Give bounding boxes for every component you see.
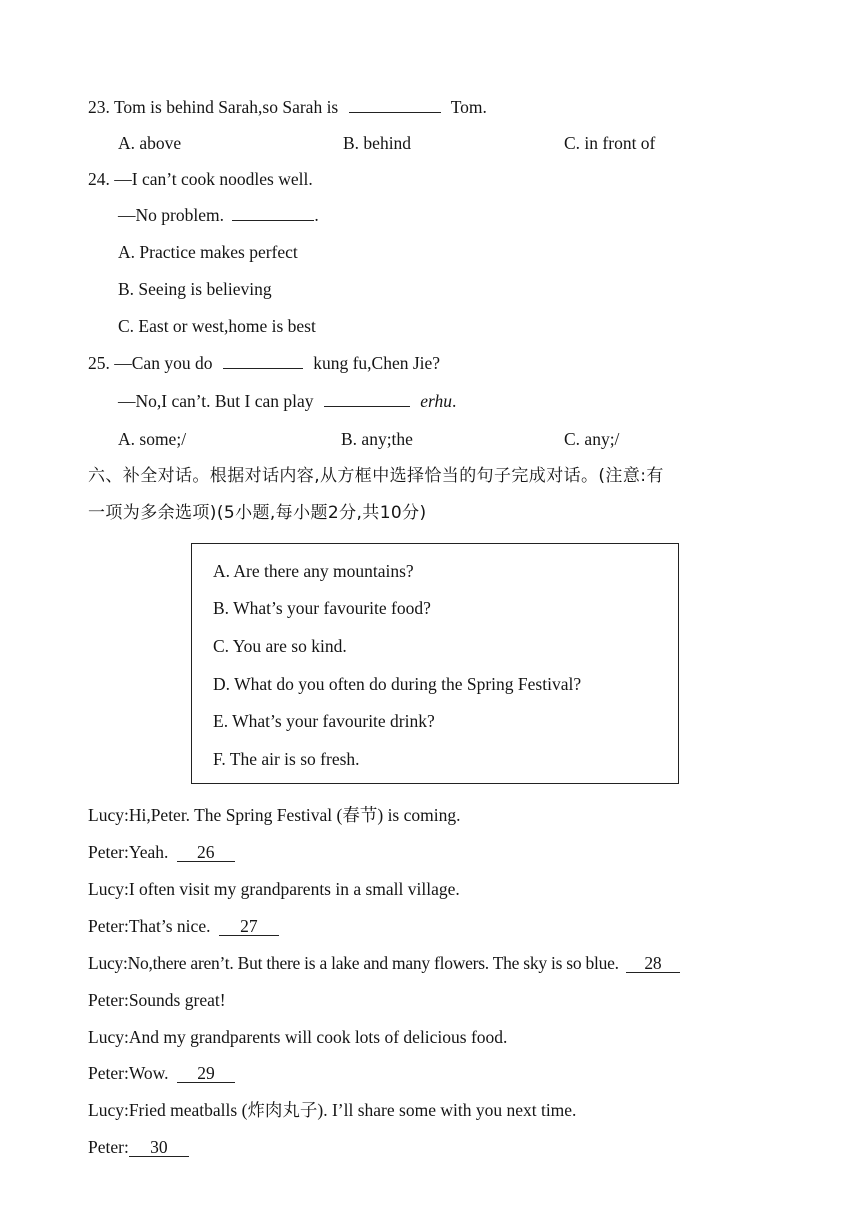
question-25 bbox=[88, 352, 440, 374]
dialogue-text: Peter:That’s nice. bbox=[88, 916, 211, 936]
answer-blank bbox=[324, 391, 410, 407]
answer-blank bbox=[232, 205, 314, 221]
answer-blank-27: 27 bbox=[219, 917, 279, 936]
dialogue-line: —Can you do bbox=[114, 353, 213, 373]
dialogue-line: —No problem. bbox=[118, 205, 224, 225]
period: . bbox=[314, 205, 319, 225]
question-number: 24. bbox=[88, 169, 110, 189]
choice-b: B. What’s your favourite food? bbox=[213, 598, 431, 618]
answer-blank bbox=[223, 353, 303, 369]
answer-blank-29: 29 bbox=[177, 1064, 235, 1083]
question-number: 23. bbox=[88, 97, 110, 117]
question-23 bbox=[88, 96, 487, 118]
question-stem-end: Tom. bbox=[450, 97, 487, 117]
dialogue-line-3: Lucy:I often visit my grandparents in a small village. bbox=[88, 879, 460, 899]
dialogue-line-5 bbox=[88, 952, 680, 974]
question-24 bbox=[88, 168, 313, 190]
option-a: A. some;/ bbox=[118, 429, 187, 449]
dialogue-line-4 bbox=[88, 915, 279, 937]
option-b: B. any;the bbox=[341, 429, 413, 449]
choice-c: C. You are so kind. bbox=[213, 636, 347, 656]
period: . bbox=[452, 391, 457, 411]
dialogue-line-10 bbox=[88, 1136, 189, 1158]
question-24-reply bbox=[118, 204, 319, 226]
answer-blank-26: 26 bbox=[177, 843, 235, 862]
question-25-reply bbox=[118, 390, 456, 412]
choices-box bbox=[191, 543, 679, 784]
dialogue-line-7: Lucy:And my grandparents will cook lots of delicious food. bbox=[88, 1027, 508, 1047]
dialogue-line-8 bbox=[88, 1062, 235, 1084]
answer-blank-30: 30 bbox=[129, 1138, 189, 1157]
question-stem: Tom is behind Sarah,so Sarah is bbox=[113, 97, 339, 117]
dialogue-line-end: kung fu,Chen Jie? bbox=[313, 353, 441, 373]
question-number: 25. bbox=[88, 353, 110, 373]
section-heading-line-1: 六、补全对话。根据对话内容,从方框中选择恰当的句子完成对话。(注意:有 bbox=[88, 466, 664, 486]
dialogue-line: —I can’t cook noodles well. bbox=[114, 169, 313, 189]
dialogue-text: Peter: bbox=[88, 1137, 129, 1157]
dialogue-text: Peter:Wow. bbox=[88, 1063, 169, 1083]
dialogue-line-2 bbox=[88, 841, 235, 863]
option-c: C. in front of bbox=[564, 133, 656, 153]
choice-a: A. Are there any mountains? bbox=[213, 561, 414, 581]
section-heading-line-2: 一项为多余选项)(5小题,每小题2分,共10分) bbox=[88, 503, 427, 523]
option-c: C. East or west,home is best bbox=[118, 316, 316, 336]
answer-blank bbox=[349, 97, 441, 113]
option-b: B. Seeing is believing bbox=[118, 279, 272, 299]
option-a: A. Practice makes perfect bbox=[118, 242, 298, 262]
dialogue-text: Lucy:No,there aren’t. But there is a lake and many flowers. The sky is so blue. bbox=[88, 953, 619, 973]
choice-d: D. What do you often do during the Spring Festival? bbox=[213, 674, 582, 694]
dialogue-line-1: Lucy:Hi,Peter. The Spring Festival (春节) is coming. bbox=[88, 805, 461, 825]
dialogue-line: —No,I can’t. But I can play bbox=[118, 391, 314, 411]
dialogue-text: Peter:Yeah. bbox=[88, 842, 169, 862]
choice-e: E. What’s your favourite drink? bbox=[213, 711, 435, 731]
dialogue-line-6: Peter:Sounds great! bbox=[88, 990, 226, 1010]
option-c: C. any;/ bbox=[564, 429, 620, 449]
option-b: B. behind bbox=[343, 133, 412, 153]
italic-word: erhu bbox=[420, 391, 453, 411]
option-a: A. above bbox=[118, 133, 182, 153]
answer-blank-28: 28 bbox=[626, 954, 680, 973]
choice-f: F. The air is so fresh. bbox=[213, 749, 360, 769]
dialogue-line-9: Lucy:Fried meatballs (炸肉丸子). I’ll share some with you next time. bbox=[88, 1100, 577, 1120]
